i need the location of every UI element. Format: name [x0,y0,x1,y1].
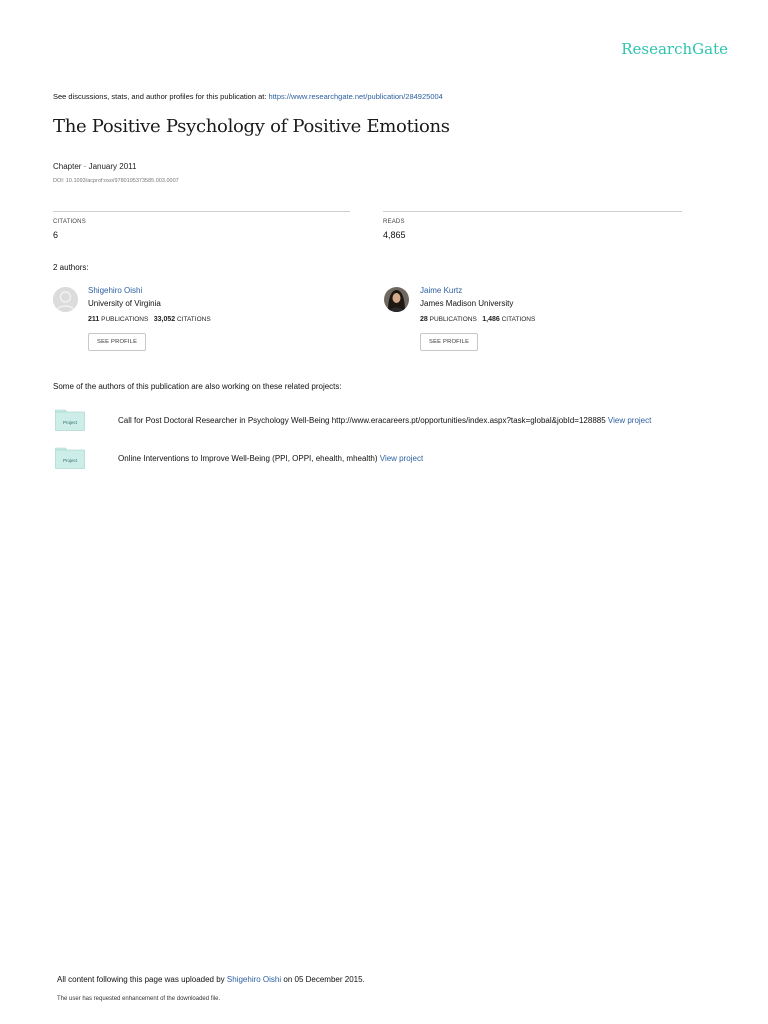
view-project-link[interactable]: View project [607,416,652,425]
project-folder-icon[interactable] [55,447,85,469]
publications-label: PUBLICATIONS [101,316,149,323]
discussions-text: See discussions, stats, and author profiles for this publication at: [53,92,267,101]
discussions-line [53,92,443,101]
reads-value: 4,865 [383,230,406,240]
publications-count: 211 [88,316,100,323]
author-stats [420,316,535,323]
citations-count: 1,486 [482,316,500,323]
upload-notice [57,975,365,984]
reads-label: READS [383,219,405,225]
see-profile-button[interactable]: SEE PROFILE [88,333,146,351]
publication-url-link[interactable]: https://www.researchgate.net/publication/284925004 [268,92,443,101]
citations-value: 6 [53,230,59,240]
related-projects-heading: Some of the authors of this publication are also working on these related projects: [53,382,342,391]
author-avatar-kurtz[interactable] [384,287,409,312]
publication-title: The Positive Psychology of Positive Emotions [53,116,450,137]
publications-label: PUBLICATIONS [429,316,477,323]
publication-type-date: Chapter · January 2011 [53,162,137,171]
author-stats [88,316,211,323]
publication-doi: DOI: 10.1093/acprof:oso/9780195373585.003.0007 [53,178,179,184]
upload-suffix: on 05 December 2015. [283,975,365,984]
project-text: Online Interventions to Improve Well-Being (PPI, OPPI, ehealth, mhealth) [118,454,378,463]
default-avatar-icon [53,287,78,312]
researchgate-logo[interactable]: ResearchGate [621,40,728,58]
project-icon-label: Project [62,420,78,425]
citations-count: 33,052 [153,316,176,323]
project-icon-label: Project [62,458,78,463]
reads-divider [383,211,682,212]
project-item [118,416,651,425]
author-name-link[interactable]: Jaime Kurtz [420,286,463,295]
enhancement-note: The user has requested enhancement of the downloaded file. [57,996,221,1002]
authors-heading: 2 authors: [53,263,89,272]
project-folder-icon[interactable] [55,409,85,431]
author-avatar-oishi[interactable] [53,287,78,312]
see-profile-button[interactable]: SEE PROFILE [420,333,478,351]
project-text: Call for Post Doctoral Researcher in Psychology Well-Being http://www.eracareers.pt/opportunities/index.aspx?task=global&jobId=128885 [118,416,606,425]
author-name-link[interactable]: Shigehiro Oishi [88,286,143,295]
uploader-link[interactable]: Shigehiro Oishi [226,975,282,984]
view-project-link[interactable]: View project [379,454,424,463]
citations-label: CITATIONS [176,316,211,323]
citations-divider [53,211,350,212]
publications-count: 28 [420,316,428,323]
author-photo [384,287,409,312]
author-institution: University of Virginia [88,299,161,308]
author-institution: James Madison University [420,299,514,308]
citations-label: CITATIONS [53,219,86,225]
upload-prefix: All content following this page was uploaded by [57,975,225,984]
project-item [118,454,423,463]
citations-label: CITATIONS [501,316,536,323]
